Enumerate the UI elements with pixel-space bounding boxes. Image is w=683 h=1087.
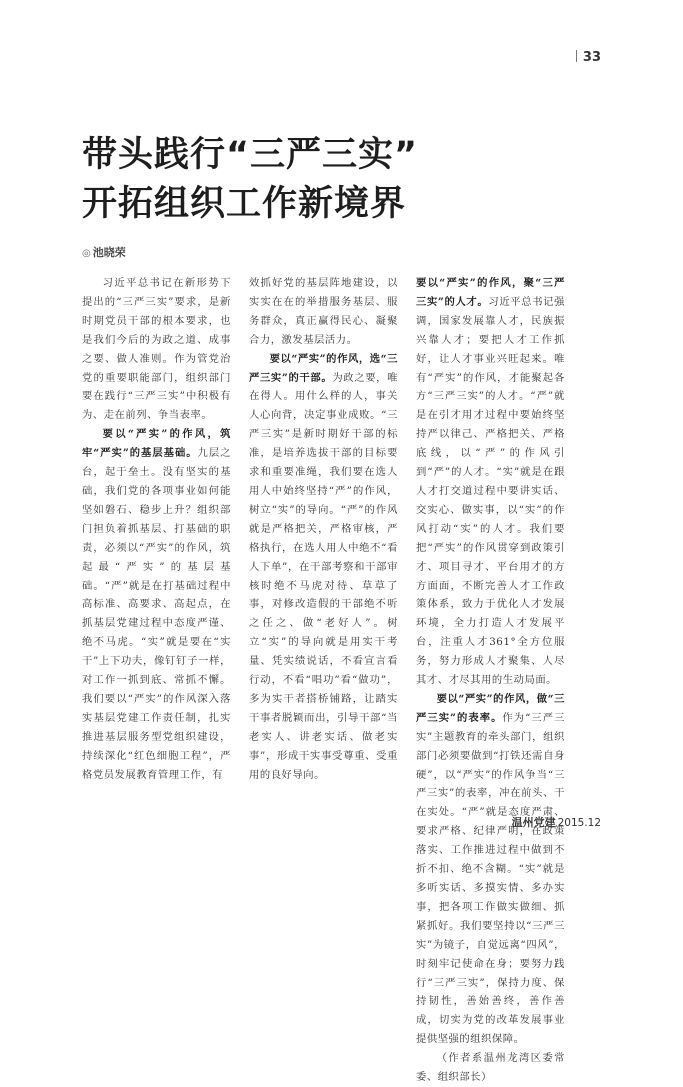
- section-text-4: 作为“三严三实”主题教育的牵头部门，组织部门必须要做到“打铁还需自身硬”，以“严实”的作风争当“三严三实”的表率，冲在前头、干在实处。“严”就是态度严肃、要求严格、纪律严明，在政策落实、工作推进过程中做到不折不扣、绝不含糊。“实”就是多听实话、多摸实情、多办实事，把各项工作做实做细、抓紧抓好。我们要坚持以“三严三实”为镜子，自觉远离“四风”，时刻牢记使命在身；要努力践行“三严三实”，保持力度、保持韧性，善始善终，善作善成，切实为党的改革发展事业提供坚强的组织保障。: [416, 711, 565, 1046]
- paragraph-text: 习近平总书记在新形势下提出的“三严三实”要求，是新时期党员干部的根本要求，也是我们今后的为政之道、成事之要、做人准则。作为管党治党的重要职能部门，组织部门要在践行“三严三实”中积极有为、走在前列、争当表率。: [82, 277, 231, 422]
- byline-marker-icon: ◎: [82, 248, 91, 259]
- article-title-line-1: 带头践行“三严三实”: [82, 135, 419, 175]
- article-column-3: [416, 274, 565, 1087]
- article-title-line-2: 开拓组织工作新境界: [82, 184, 407, 224]
- author-note: [416, 1049, 565, 1087]
- page-footer: [512, 814, 601, 830]
- section-heading-4: 要以“严实”的作风，做“三严三实”的表率。: [416, 692, 565, 724]
- paragraph-text: （作者系温州龙湾区委常委、组织部长）: [416, 1052, 565, 1084]
- page-number-divider: [576, 50, 577, 62]
- section-paragraph-3: [416, 274, 565, 690]
- issue-date: 2015.12: [557, 817, 601, 829]
- section-heading-3: 要以“严实”的作风，聚“三严三实”的人才。: [416, 277, 565, 308]
- page-number: 33: [576, 50, 601, 65]
- article-column-1: [82, 274, 231, 784]
- section-heading-2: 要以“严实”的作风，选“三严三实”的干部。: [249, 352, 398, 384]
- intro-paragraph: [82, 274, 231, 425]
- author-byline: [82, 244, 126, 260]
- article-column-2: [249, 274, 398, 784]
- section-heading-1: 要以“严实”的作风，筑牢“严实”的基层基础。: [82, 428, 231, 460]
- section-text-1: 效抓好党的基层阵地建设，以实实在在的举措服务基层、服务群众，真正赢得民心、凝聚合力，激发基层活力。: [249, 277, 398, 346]
- section-paragraph-1: [82, 425, 231, 784]
- section-paragraph-1: [249, 274, 398, 350]
- section-text-2: 为政之要，唯在得人。用什么样的人，事关人心向背，决定事业成败。“三严三实”是新时期好干部的标准，是培养选拔干部的目标要求和重要准绳，我们要在选人用人中始终坚持“严”的作风，树立“实”的导向。“严”的作风就是严格把关，严格审核，严格执行，在选人用人中绝不“看人下单”，在干部考察和干部审核时绝不马虎对待、草草了事，对修改造假的干部绝不听之任之、做“老好人”。树立“实”的导向就是用实干考量、凭实绩说话，不看宣言看行动，不看“唱功”看“做功”，多为实干者搭桥铺路，让踏实干事者脱颖而出，引导干部“当老实人、讲老实话、做老实事”，形成干实事受尊重、受重用的良好导向。: [249, 371, 398, 781]
- magazine-name: 温州党建: [511, 816, 556, 829]
- section-text-3: 习近平总书记强调，国家发展靠人才，民族振兴靠人才；要把人才工作抓好，让人才事业兴旺起来。唯有“严实”的作风，才能聚起各方“三严三实”的人才。“严”就是在引才用才过程中要始终坚持严以律己、严格把关、严格底线，以“严”的作风引到“严”的人才。“实”就是在跟人才打交道过程中要讲实话、交实心、做实事，以“实”的作风打动“实”的人才。我们要把“严实”的作风贯穿到政策引才、项目寻才、平台用才的方方面面，不断完善人才工作政策体系，致力于优化人才发展环境，全力打造人才发展平台，注重人才361°全方位服务，努力形成人才聚集、人尽其才、才尽其用的生动局面。: [416, 295, 565, 687]
- section-text-1: 九层之台，起于垒土。没有坚实的基础，我们党的各项事业如何能坚如磐石、稳步上升？组织部门担负着抓基层、打基础的职责，必须以“严实”的作风，筑起最“严实”的基层基础。“严”就是在打基础过程中高标准、高要求、高起点，在抓基层党建过程中态度严谨、绝不马虎。“实”就是要在“实干”上下功夫，像钉钉子一样，对工作一抓到底、常抓不懈。我们要以“严实”的作风深入落实基层党建工作责任制，扎实推进基层服务型党组织建设，持续深化“红色细胞工程”，严格党员发展教育管理工作，有: [82, 447, 231, 781]
- article-title: [82, 131, 418, 229]
- author-name: 池晓荣: [92, 246, 126, 259]
- section-paragraph-4: [416, 690, 565, 1049]
- section-paragraph-2: [249, 350, 398, 785]
